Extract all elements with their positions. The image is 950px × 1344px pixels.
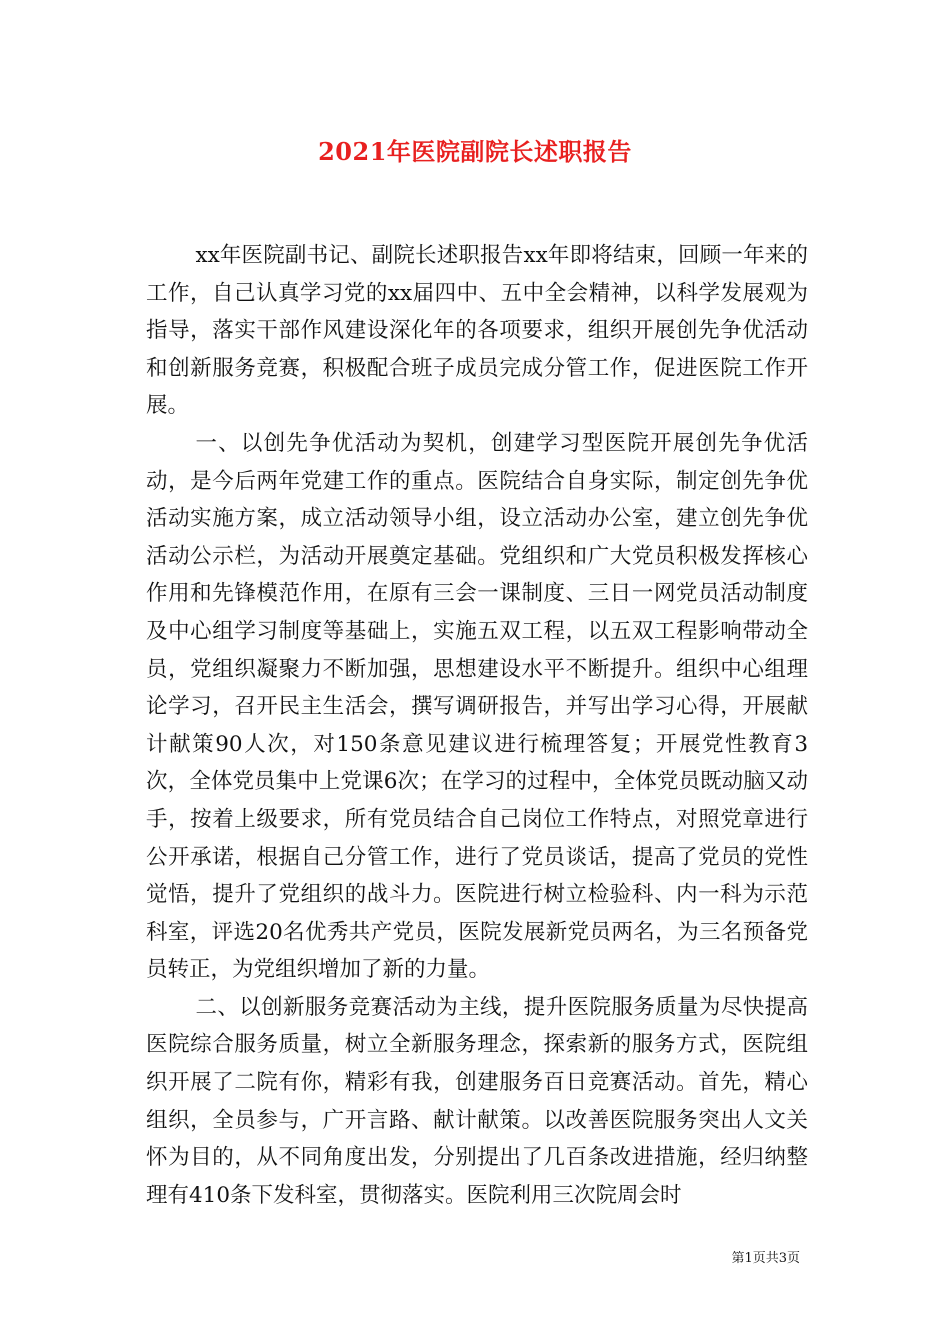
paragraph-section-two: 二、以创新服务竞赛活动为主线，提升医院服务质量为尽快提高医院综合服务质量，树立全新服务理念，探索新的服务方式，医院组织开展了二院有你，精彩有我，创建服务百日竞赛活动。首先，精心组织，全员参与，广开言路、献计献策。以改善医院服务突出人文关怀为目的，从不同角度出发，分别提出了几百条改进措施，经归纳整理有410条下发科室，贯彻落实。医院利用三次院周会时: [146, 994, 808, 1208]
page-number: 第1页共3页: [731, 1251, 800, 1266]
paragraph-intro: xx年医院副书记、副院长述职报告xx年即将结束，回顾一年来的工作，自己认真学习党的xx届四中、五中全会精神，以科学发展观为指导，落实干部作风建设深化年的各项要求，组织开展创先争优活动和创新服务竞赛，积极配合班子成员完成分管工作，促进医院工作开展。: [146, 243, 808, 419]
document-title: 2021年医院副院长述职报告: [318, 137, 632, 166]
document-body: [146, 237, 808, 1214]
paragraph-section-one: 一、以创先争优活动为契机，创建学习型医院开展创先争优活动，是今后两年党建工作的重点。医院结合自身实际，制定创先争优活动实施方案，成立活动领导小组，设立活动办公室，建立创先争优活动公示栏，为活动开展奠定基础。党组织和广大党员积极发挥核心作用和先锋模范作用，在原有三会一课制度、三日一网党员活动制度及中心组学习制度等基础上，实施五双工程，以五双工程影响带动全员，党组织凝聚力不断加强，思想建设水平不断提升。组织中心组理论学习，召开民主生活会，撰写调研报告，并写出学习心得，开展献计献策90人次，对150条意见建议进行梳理答复；开展党性教育3次，全体党员集中上党课6次；在学习的过程中，全体党员既动脑又动手，按着上级要求，所有党员结合自己岗位工作特点，对照党章进行公开承诺，根据自己分管工作，进行了党员谈话，提高了党员的党性觉悟，提升了党组织的战斗力。医院进行树立检验科、内一科为示范科室，评选20名优秀共产党员，医院发展新党员两名，为三名预备党员转正，为党组织增加了新的力量。: [146, 430, 808, 983]
